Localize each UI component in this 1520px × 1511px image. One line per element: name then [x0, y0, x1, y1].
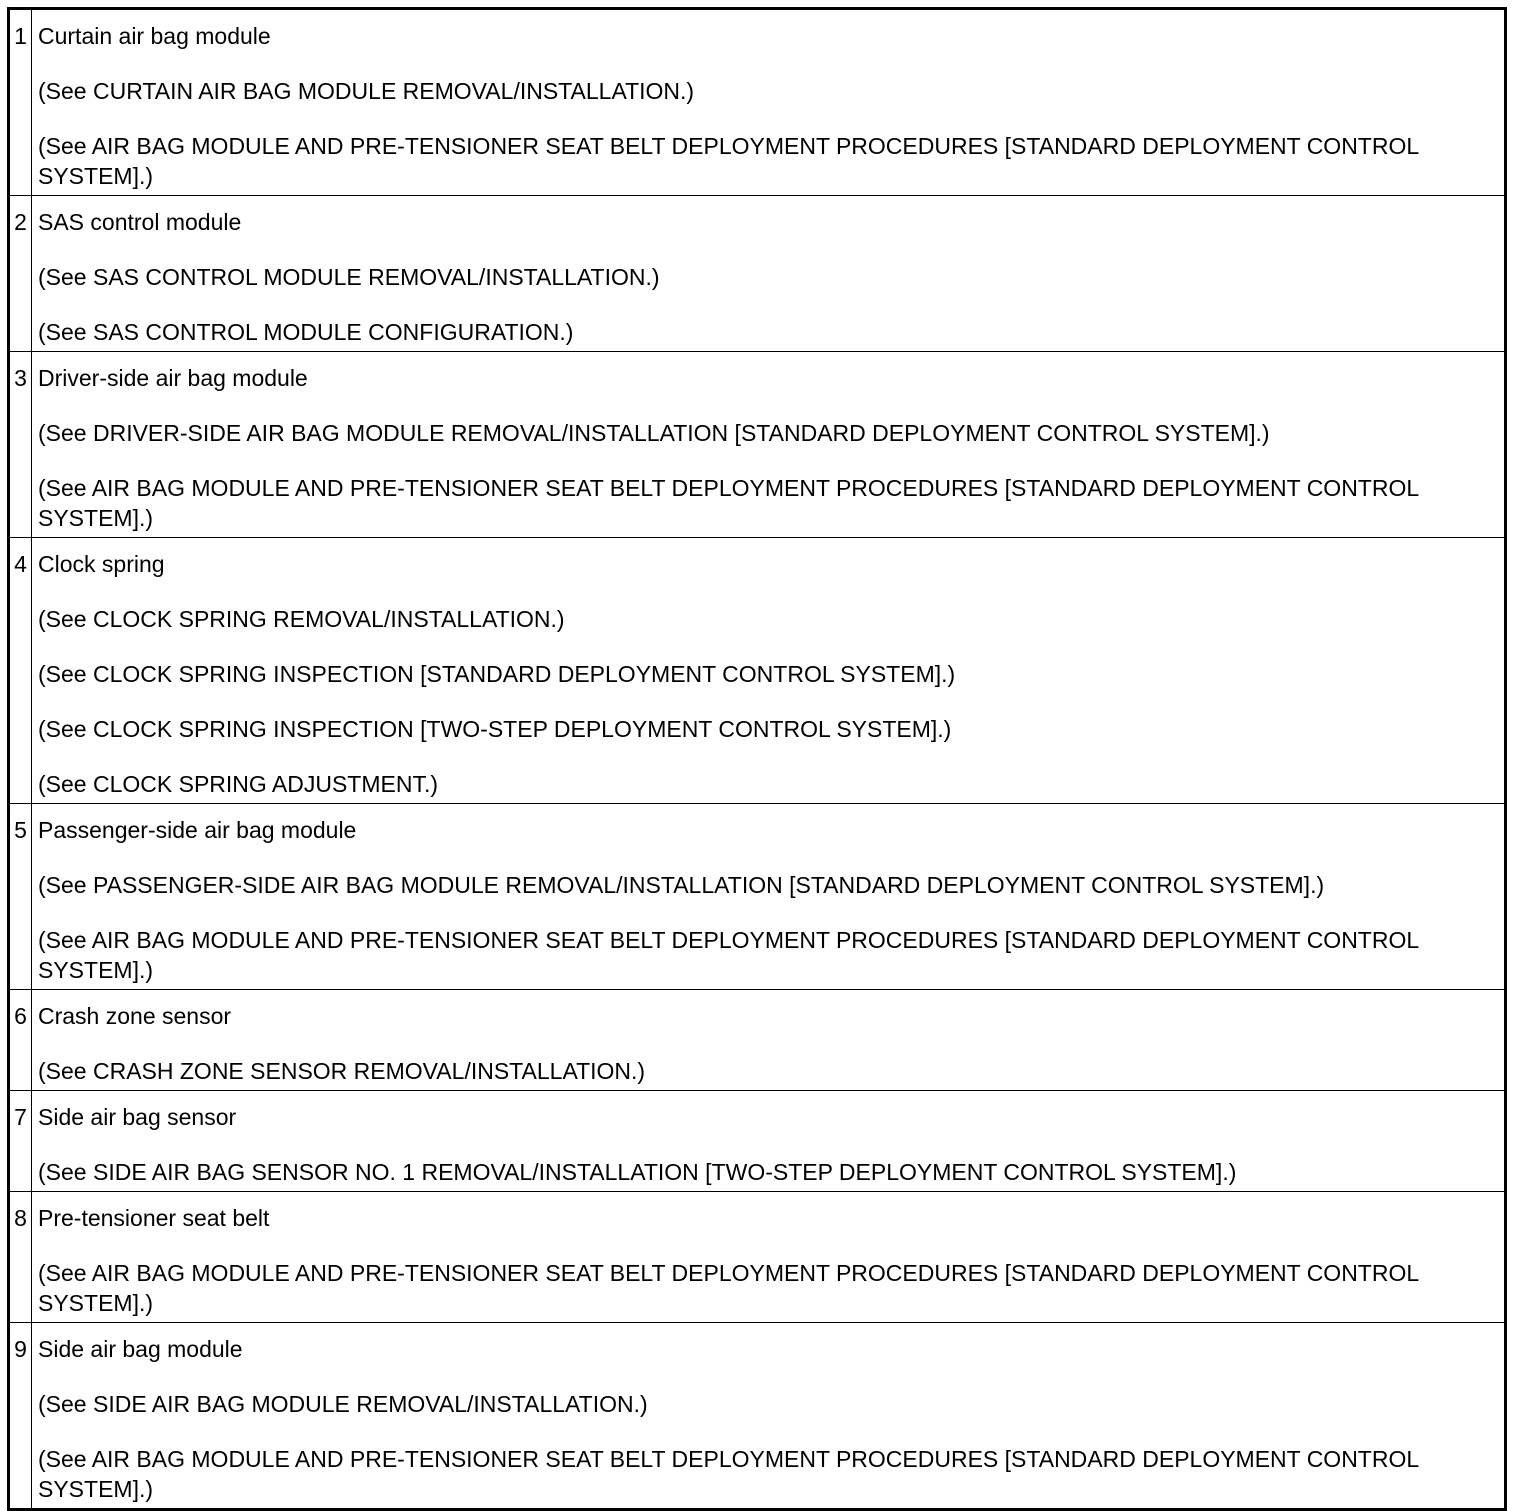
- row-description: [32, 196, 1506, 352]
- table-row: [9, 352, 1506, 538]
- procedure-reference: (See CLOCK SPRING INSPECTION [TWO-STEP DEPLOYMENT CONTROL SYSTEM].): [38, 716, 952, 742]
- component-name: SAS control module: [38, 209, 242, 235]
- row-description: [32, 1323, 1506, 1510]
- row-description: [32, 990, 1506, 1091]
- component-name: Curtain air bag module: [38, 23, 271, 49]
- table-row: [9, 538, 1506, 804]
- component-name: Side air bag sensor: [38, 1104, 237, 1130]
- row-description: [32, 1091, 1506, 1192]
- procedure-reference: (See CLOCK SPRING INSPECTION [STANDARD DEPLOYMENT CONTROL SYSTEM].): [38, 661, 956, 687]
- row-number: 9: [9, 1323, 32, 1510]
- component-name: Pre-tensioner seat belt: [38, 1205, 270, 1231]
- row-description: [32, 804, 1506, 990]
- procedure-reference: (See CLOCK SPRING ADJUSTMENT.): [38, 771, 439, 797]
- procedure-reference: (See AIR BAG MODULE AND PRE-TENSIONER SEAT BELT DEPLOYMENT PROCEDURES [STANDARD DEPLOYMENT CONTROL SYSTEM].): [38, 1260, 1419, 1316]
- table-row: [9, 9, 1506, 196]
- procedure-reference: (See AIR BAG MODULE AND PRE-TENSIONER SEAT BELT DEPLOYMENT PROCEDURES [STANDARD DEPLOYMENT CONTROL SYSTEM].): [38, 927, 1419, 983]
- procedure-reference: (See PASSENGER-SIDE AIR BAG MODULE REMOVAL/INSTALLATION [STANDARD DEPLOYMENT CONTROL SYSTEM].): [38, 872, 1325, 898]
- procedure-reference: (See DRIVER-SIDE AIR BAG MODULE REMOVAL/INSTALLATION [STANDARD DEPLOYMENT CONTROL SYSTEM].): [38, 420, 1270, 446]
- row-description: [32, 352, 1506, 538]
- procedure-reference: (See CLOCK SPRING REMOVAL/INSTALLATION.): [38, 606, 565, 632]
- procedure-reference: (See CURTAIN AIR BAG MODULE REMOVAL/INSTALLATION.): [38, 78, 695, 104]
- row-number: 5: [9, 804, 32, 990]
- row-description: [32, 9, 1506, 196]
- table-row: [9, 804, 1506, 990]
- table-row: [9, 1323, 1506, 1510]
- procedure-reference: (See CRASH ZONE SENSOR REMOVAL/INSTALLATION.): [38, 1058, 646, 1084]
- row-number: 8: [9, 1192, 32, 1323]
- component-name: Crash zone sensor: [38, 1003, 232, 1029]
- row-number: 1: [9, 9, 32, 196]
- component-name: Side air bag module: [38, 1336, 243, 1362]
- procedure-reference: (See SIDE AIR BAG SENSOR NO. 1 REMOVAL/INSTALLATION [TWO-STEP DEPLOYMENT CONTROL SYSTEM].): [38, 1159, 1237, 1185]
- row-number: 4: [9, 538, 32, 804]
- procedure-reference: (See AIR BAG MODULE AND PRE-TENSIONER SEAT BELT DEPLOYMENT PROCEDURES [STANDARD DEPLOYMENT CONTROL SYSTEM].): [38, 133, 1419, 189]
- procedure-reference: (See SAS CONTROL MODULE CONFIGURATION.): [38, 319, 574, 345]
- table-row: [9, 1091, 1506, 1192]
- component-name: Clock spring: [38, 551, 165, 577]
- row-number: 7: [9, 1091, 32, 1192]
- procedure-reference: (See AIR BAG MODULE AND PRE-TENSIONER SEAT BELT DEPLOYMENT PROCEDURES [STANDARD DEPLOYMENT CONTROL SYSTEM].): [38, 1446, 1419, 1502]
- component-name: Driver-side air bag module: [38, 365, 308, 391]
- row-description: [32, 1192, 1506, 1323]
- procedure-reference: (See SIDE AIR BAG MODULE REMOVAL/INSTALLATION.): [38, 1391, 648, 1417]
- table-row: [9, 990, 1506, 1091]
- table-row: [9, 1192, 1506, 1323]
- table-row: [9, 196, 1506, 352]
- component-reference-table: [7, 7, 1507, 1511]
- row-number: 2: [9, 196, 32, 352]
- component-name: Passenger-side air bag module: [38, 817, 357, 843]
- table-body: [9, 9, 1506, 1510]
- procedure-reference: (See AIR BAG MODULE AND PRE-TENSIONER SEAT BELT DEPLOYMENT PROCEDURES [STANDARD DEPLOYMENT CONTROL SYSTEM].): [38, 475, 1419, 531]
- procedure-reference: (See SAS CONTROL MODULE REMOVAL/INSTALLATION.): [38, 264, 660, 290]
- row-description: [32, 538, 1506, 804]
- row-number: 3: [9, 352, 32, 538]
- row-number: 6: [9, 990, 32, 1091]
